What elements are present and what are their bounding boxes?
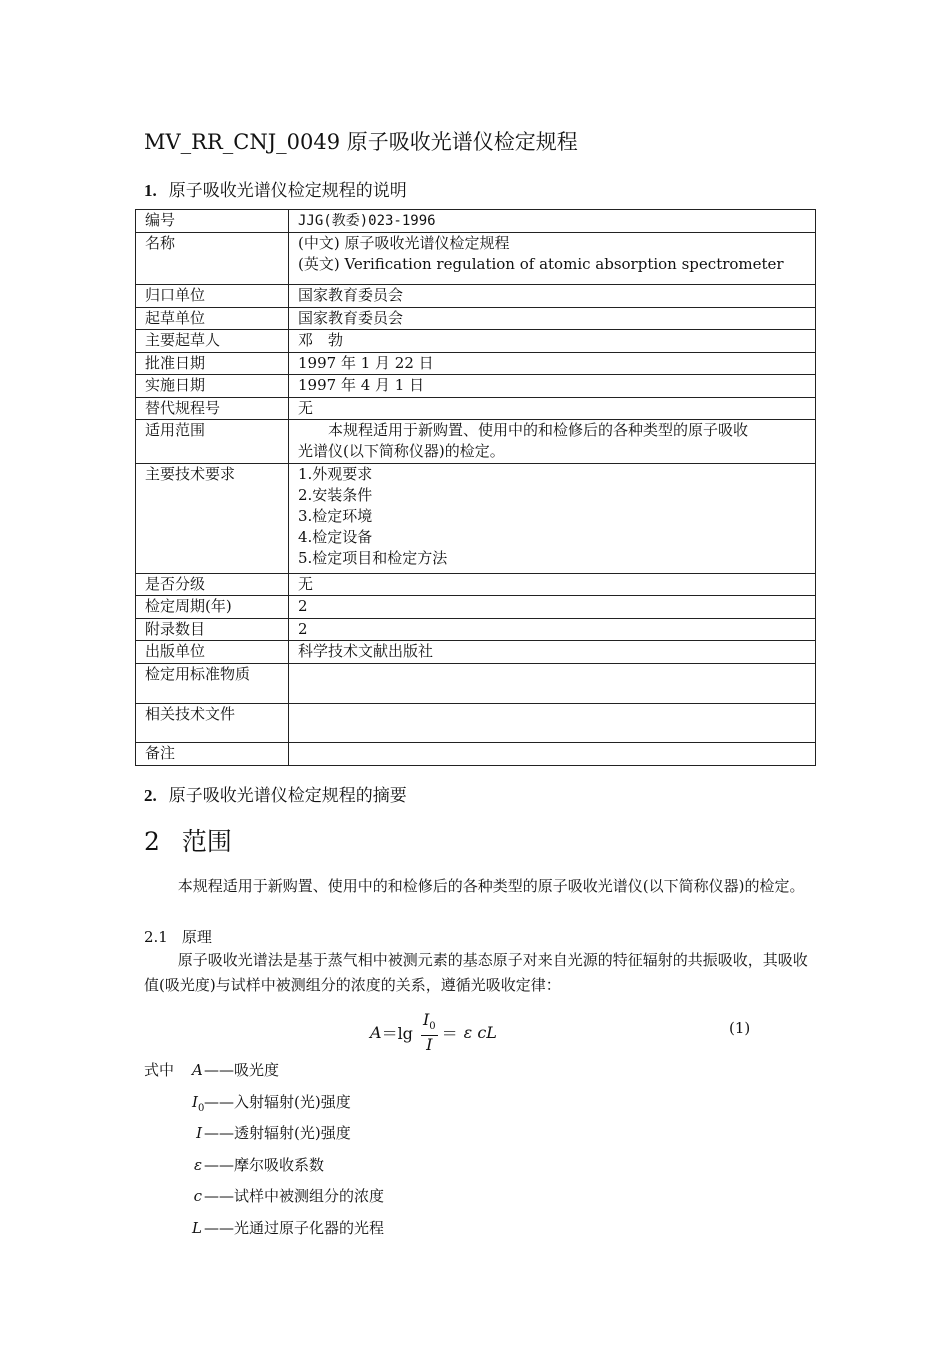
- table-row: [136, 285, 816, 308]
- row-value: [289, 704, 816, 743]
- specification-table: [135, 209, 816, 766]
- section-1-heading: [144, 176, 407, 201]
- name-zh: (中文) 原子吸收光谱仪检定规程: [298, 234, 510, 252]
- row-value: [289, 420, 816, 464]
- row-label: 批准日期: [136, 353, 289, 375]
- legend-symbol: $I_0$: [192, 1092, 205, 1114]
- row-label: 名称: [136, 233, 289, 285]
- symbol-legend: [144, 1058, 384, 1248]
- legend-symbol: A: [192, 1061, 203, 1079]
- equation-number: (1): [729, 1019, 751, 1037]
- legend-description: ——入射辐射(光)强度: [204, 1092, 351, 1111]
- legend-item: [144, 1058, 384, 1090]
- row-value: 1997 年 1 月 22 日: [289, 353, 816, 375]
- row-label: 编号: [136, 210, 289, 233]
- row-label: 附录数目: [136, 619, 289, 641]
- formula-denominator: I: [426, 1035, 433, 1055]
- legend-lead: 式中: [144, 1061, 175, 1079]
- section-1-number: 1.: [144, 181, 157, 200]
- legend-description: ——光通过原子化器的光程: [204, 1218, 385, 1237]
- scope-heading-number: 2: [144, 827, 160, 856]
- formula-lhs: A: [370, 1022, 382, 1042]
- section-2-heading: [144, 781, 407, 806]
- formula-rhs-eq: ＝: [441, 1023, 458, 1043]
- table-row: [136, 641, 816, 664]
- formula-rhs: ε cL: [463, 1022, 497, 1042]
- table-row: [136, 375, 816, 398]
- row-value: 国家教育委员会: [289, 308, 816, 330]
- legend-symbol: I: [196, 1124, 202, 1143]
- scope-line-2: 光谱仪(以下简称仪器)的检定。: [298, 442, 505, 460]
- row-value: 无: [289, 398, 816, 420]
- section-2-number: 2.: [144, 786, 157, 805]
- row-value: [289, 464, 816, 574]
- requirement-item: 4.检定设备: [298, 528, 373, 546]
- principle-heading-number: 2.1: [144, 928, 168, 946]
- section-2-title: 原子吸收光谱仪检定规程的摘要: [168, 786, 407, 806]
- row-value: [289, 233, 816, 285]
- row-label: 实施日期: [136, 375, 289, 398]
- row-value: 无: [289, 574, 816, 596]
- legend-symbol: L: [192, 1218, 202, 1237]
- table-row: [136, 619, 816, 641]
- principle-heading: [144, 926, 212, 947]
- legend-description: ——试样中被测组分的浓度: [204, 1187, 385, 1206]
- table-row: [136, 704, 816, 743]
- row-label: 主要技术要求: [136, 464, 289, 574]
- row-value: [289, 664, 816, 704]
- scope-heading: [144, 822, 232, 858]
- legend-description: ——摩尔吸收系数: [204, 1155, 325, 1174]
- table-row: [136, 664, 816, 704]
- legend-item: [144, 1216, 384, 1248]
- row-label: 检定周期(年): [136, 596, 289, 619]
- legend-item: [144, 1121, 384, 1153]
- legend-symbol: c: [193, 1187, 202, 1206]
- row-label: 归口单位: [136, 285, 289, 308]
- row-label: 出版单位: [136, 641, 289, 664]
- formula-fraction: [421, 1011, 438, 1053]
- requirement-item: 3.检定环境: [298, 507, 373, 525]
- table-row: [136, 743, 816, 766]
- table-row: [136, 574, 816, 596]
- legend-item: [144, 1090, 384, 1122]
- row-label: 替代规程号: [136, 398, 289, 420]
- scope-heading-title: 范围: [181, 827, 232, 856]
- principle-heading-title: 原理: [181, 928, 212, 946]
- row-value: 国家教育委员会: [289, 285, 816, 308]
- scope-paragraph: 本规程适用于新购置、使用中的和检修后的各种类型的原子吸收光谱仪(以下简称仪器)的检定。: [177, 877, 805, 895]
- legend-description: ——吸光度: [204, 1061, 280, 1079]
- table-row: [136, 464, 816, 574]
- row-value: 1997 年 4 月 1 日: [289, 375, 816, 398]
- row-label: 是否分级: [136, 574, 289, 596]
- row-value: JJG(教委)023-1996: [289, 210, 816, 233]
- formula-numerator: $I_0$: [421, 1011, 438, 1036]
- formula-eq: ＝lg: [381, 1023, 413, 1043]
- row-label: 相关技术文件: [136, 704, 289, 743]
- row-label: 检定用标准物质: [136, 664, 289, 704]
- row-value: 邓 勃: [289, 330, 816, 353]
- table-row: [136, 308, 816, 330]
- row-label: 备注: [136, 743, 289, 766]
- row-value: [289, 743, 816, 766]
- row-label: 主要起草人: [136, 330, 289, 353]
- table-row: [136, 233, 816, 285]
- table-row: [136, 398, 816, 420]
- absorbance-formula: [370, 1011, 497, 1053]
- table-row: [136, 420, 816, 464]
- requirement-item: 2.安装条件: [298, 486, 373, 504]
- legend-description: ——透射辐射(光)强度: [204, 1124, 351, 1143]
- section-1-title: 原子吸收光谱仪检定规程的说明: [168, 181, 407, 201]
- row-value: 2: [289, 596, 816, 619]
- principle-paragraph: 原子吸收光谱法是基于蒸气相中被测元素的基态原子对来自光源的特征辐射的共振吸收，其吸收值(吸光度)与试样中被测组分的浓度的关系，遵循光吸收定律：: [144, 951, 808, 994]
- legend-item: [144, 1153, 384, 1185]
- table-row: [136, 210, 816, 233]
- table-row: [136, 330, 816, 353]
- table-row: [136, 353, 816, 375]
- name-en: (英文) Verification regulation of atomic absorption spectrometer: [298, 255, 784, 273]
- legend-item: [144, 1184, 384, 1216]
- row-value: 科学技术文献出版社: [289, 641, 816, 664]
- requirement-item: 1.外观要求: [298, 465, 373, 483]
- scope-line-1: 本规程适用于新购置、使用中的和检修后的各种类型的原子吸收: [328, 421, 749, 439]
- row-value: 2: [289, 619, 816, 641]
- requirement-item: 5.检定项目和检定方法: [298, 549, 448, 567]
- row-label: 起草单位: [136, 308, 289, 330]
- row-label: 适用范围: [136, 420, 289, 464]
- table-row: [136, 596, 816, 619]
- page-title: MV_RR_CNJ_0049 原子吸收光谱仪检定规程: [144, 130, 578, 154]
- legend-symbol: ε: [193, 1155, 202, 1174]
